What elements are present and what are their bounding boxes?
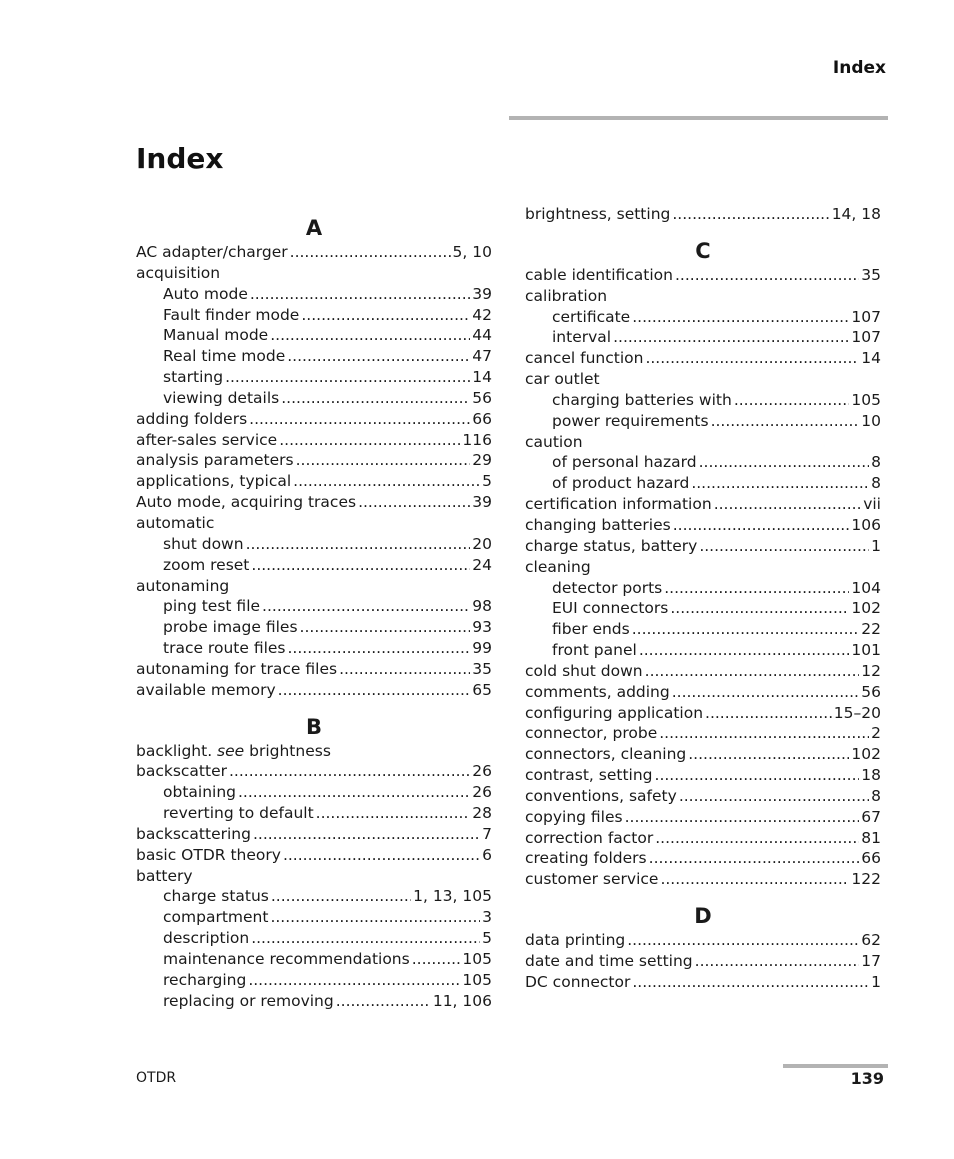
see-reference-target: brightness <box>244 741 331 760</box>
index-subentry <box>136 949 492 970</box>
dot-leader <box>412 949 461 970</box>
index-entry <box>136 450 492 471</box>
dot-leader <box>290 242 451 263</box>
index-term: charge status, battery <box>525 536 698 555</box>
index-entry <box>136 576 492 597</box>
dot-leader <box>246 534 471 555</box>
dot-leader <box>229 761 470 782</box>
index-term: Auto mode, acquiring traces <box>136 493 357 512</box>
index-term: cable identification <box>525 265 673 284</box>
index-subentry <box>136 346 492 367</box>
index-term: Manual mode <box>163 326 269 345</box>
dot-leader <box>659 723 869 744</box>
index-page-refs: 29 <box>472 451 492 470</box>
index-term: detector ports <box>552 578 663 597</box>
index-term: of personal hazard <box>552 453 697 472</box>
dot-leader <box>283 845 480 866</box>
dot-leader <box>270 907 480 928</box>
index-page-refs: 35 <box>861 265 881 284</box>
index-subentry <box>136 388 492 409</box>
index-entry <box>136 741 492 762</box>
index-page-refs: 5, 10 <box>452 243 492 261</box>
dot-leader <box>627 930 859 951</box>
index-page-refs: 104 <box>851 578 881 597</box>
index-term: comments, adding <box>525 682 670 701</box>
index-page-refs: 81 <box>861 828 881 847</box>
index-term: of product hazard <box>552 474 690 493</box>
index-term: Auto mode <box>163 284 248 303</box>
index-entry <box>525 515 881 536</box>
section-gap <box>525 225 881 238</box>
index-term: autonaming for trace files <box>136 659 338 678</box>
index-term: cleaning <box>525 557 591 576</box>
index-term: correction factor <box>525 828 654 847</box>
dot-leader <box>287 346 470 367</box>
index-term: configuring application <box>525 703 704 722</box>
index-page-refs: 22 <box>861 620 881 639</box>
index-subentry <box>136 534 492 555</box>
index-term: Fault finder mode <box>163 305 300 324</box>
index-subentry <box>525 640 881 661</box>
index-page-refs: 47 <box>472 347 492 366</box>
index-letter-heading: C <box>695 238 711 263</box>
dot-leader <box>625 807 860 828</box>
index-term: trace route files <box>163 639 286 658</box>
index-subentry <box>136 367 492 388</box>
dot-leader <box>655 765 860 786</box>
index-entry <box>136 513 492 534</box>
index-entry <box>525 703 881 724</box>
index-entry <box>136 263 492 284</box>
index-term: conventions, safety <box>525 786 677 805</box>
index-page-refs: 107 <box>851 307 881 326</box>
index-term: battery <box>136 866 193 885</box>
index-entry <box>525 972 881 993</box>
index-term: fiber ends <box>552 620 630 639</box>
dot-leader <box>699 452 870 473</box>
index-entry <box>525 286 881 307</box>
index-page-refs: 8 <box>871 474 881 493</box>
index-page-refs: 122 <box>851 870 881 889</box>
index-subentry <box>525 578 881 599</box>
index-subentry <box>525 327 881 348</box>
index-page-refs: 66 <box>472 409 492 428</box>
index-term: replacing or removing <box>163 991 334 1010</box>
index-page-refs: 8 <box>871 786 881 805</box>
index-page-refs: 1 <box>871 972 881 991</box>
index-entry <box>525 930 881 951</box>
index-entry <box>525 807 881 828</box>
index-page-refs: 2 <box>871 724 881 743</box>
index-term: starting <box>163 368 224 387</box>
index-page-refs: 1 <box>871 536 881 555</box>
index-subentry <box>136 596 492 617</box>
index-subentry <box>525 598 881 619</box>
index-term: acquisition <box>136 263 221 282</box>
dot-leader <box>632 307 849 328</box>
dot-leader <box>705 703 832 724</box>
see-reference-label: see <box>217 741 245 760</box>
page-title: Index <box>136 142 224 175</box>
index-term: DC connector <box>525 972 631 991</box>
index-subentry <box>525 452 881 473</box>
index-term: data printing <box>525 931 626 950</box>
index-term <box>136 741 331 762</box>
index-term: calibration <box>525 286 608 305</box>
index-entry <box>525 369 881 390</box>
index-page-refs: vii <box>863 495 881 514</box>
dot-leader <box>655 828 859 849</box>
index-term: recharging <box>163 970 247 989</box>
section-gap <box>525 890 881 903</box>
index-subentry <box>136 638 492 659</box>
index-page-refs: 35 <box>472 659 492 678</box>
dot-leader <box>278 680 471 701</box>
dot-leader <box>250 284 470 305</box>
index-page-refs: 102 <box>851 745 881 764</box>
index-term: AC adapter/charger <box>136 243 288 261</box>
index-letter-heading: B <box>305 714 322 739</box>
index-page-refs: 67 <box>861 807 881 826</box>
dot-leader <box>316 803 471 824</box>
index-page-refs: 99 <box>472 639 492 658</box>
index-page-refs: 56 <box>472 388 492 407</box>
dot-leader <box>734 390 850 411</box>
index-page-refs: 14, 18 <box>831 205 881 223</box>
index-entry <box>525 348 881 369</box>
index-entry <box>525 432 881 453</box>
index-term: backscatter <box>136 762 227 781</box>
index-page-refs: 14 <box>861 349 881 368</box>
dot-leader <box>691 473 869 494</box>
dot-leader <box>673 515 850 536</box>
index-term: adding folders <box>136 409 248 428</box>
index-subentry <box>136 970 492 991</box>
dot-leader <box>262 596 470 617</box>
index-page-refs: 26 <box>472 783 492 802</box>
index-entry <box>136 866 492 887</box>
dot-leader <box>664 578 849 599</box>
index-term: creating folders <box>525 849 647 868</box>
index-page-refs: 105 <box>462 950 492 968</box>
index-page-refs: 101 <box>851 641 881 660</box>
index-page-refs: 5 <box>482 472 492 491</box>
index-page-refs: 8 <box>871 453 881 472</box>
index-term: automatic <box>136 513 215 532</box>
dot-leader <box>339 659 470 680</box>
index-entry <box>525 765 881 786</box>
index-entry <box>525 204 881 225</box>
dot-leader <box>660 869 849 890</box>
index-subentry <box>136 284 492 305</box>
index-term: front panel <box>552 641 637 660</box>
index-entry <box>525 828 881 849</box>
index-term: charge status <box>163 887 269 906</box>
dot-leader <box>613 327 849 348</box>
dot-leader <box>714 494 862 515</box>
dot-leader <box>711 411 860 432</box>
index-term: connector, probe <box>525 724 658 743</box>
index-subentry <box>136 886 492 907</box>
index-term: shut down <box>163 534 244 553</box>
index-term: available memory <box>136 680 276 699</box>
index-subentry <box>525 619 881 640</box>
index-subentry <box>136 803 492 824</box>
dot-leader <box>672 682 860 703</box>
index-term: cancel function <box>525 349 644 368</box>
index-term: obtaining <box>163 783 236 802</box>
index-letter-heading: D <box>694 904 712 929</box>
index-subentry <box>136 907 492 928</box>
index-page-refs: 1, 13, 105 <box>413 887 492 906</box>
index-term: date and time setting <box>525 952 693 970</box>
dot-leader <box>301 305 470 326</box>
index-entry <box>136 761 492 782</box>
index-term: ping test file <box>163 597 261 616</box>
dot-leader <box>251 928 480 949</box>
index-page-refs: 42 <box>472 305 492 324</box>
index-term-text: backlight. <box>136 741 218 760</box>
index-column-right <box>525 204 881 993</box>
page-number: 139 <box>850 1069 884 1088</box>
index-term: description <box>163 929 250 948</box>
index-page-refs: 56 <box>861 682 881 701</box>
dot-leader <box>238 782 470 803</box>
index-term: reverting to default <box>163 804 314 823</box>
dot-leader <box>672 204 829 225</box>
dot-leader <box>336 991 431 1012</box>
index-entry <box>525 682 881 703</box>
index-page-refs: 10 <box>861 411 881 430</box>
index-subentry <box>136 305 492 326</box>
index-term: maintenance recommendations <box>163 950 410 968</box>
index-page-refs: 116 <box>462 430 492 449</box>
index-entry <box>525 786 881 807</box>
index-subentry <box>136 782 492 803</box>
dot-leader <box>699 536 869 557</box>
index-term: basic OTDR theory <box>136 845 281 864</box>
index-term: certification information <box>525 495 712 514</box>
index-term: applications, typical <box>136 472 292 491</box>
index-term: charging batteries with <box>552 390 732 409</box>
index-entry <box>136 492 492 513</box>
index-page-refs: 20 <box>472 534 492 553</box>
index-term: power requirements <box>552 411 709 430</box>
index-entry <box>525 536 881 557</box>
index-page-refs: 102 <box>851 599 881 618</box>
dot-leader <box>251 555 470 576</box>
index-entry <box>525 848 881 869</box>
footer-rule <box>783 1064 888 1068</box>
index-page-refs: 17 <box>861 952 881 970</box>
index-term: Real time mode <box>163 347 286 366</box>
index-subentry <box>525 307 881 328</box>
index-term: certificate <box>552 307 631 326</box>
index-subentry <box>136 555 492 576</box>
index-term: autonaming <box>136 576 230 595</box>
index-letter-heading: A <box>305 216 323 240</box>
running-header: Index <box>832 58 886 78</box>
index-term: compartment <box>163 908 269 927</box>
dot-leader <box>649 848 860 869</box>
index-term: zoom reset <box>163 555 250 574</box>
index-term: customer service <box>525 870 659 889</box>
index-term: copying files <box>525 807 623 826</box>
index-page-refs: 105 <box>462 970 492 989</box>
dot-leader <box>288 638 471 659</box>
index-entry <box>525 723 881 744</box>
index-page-refs: 5 <box>482 929 492 948</box>
index-subentry <box>525 411 881 432</box>
index-page-refs: 65 <box>472 680 492 699</box>
index-page-refs: 105 <box>851 390 881 409</box>
index-entry <box>136 845 492 866</box>
index-term: interval <box>552 328 612 347</box>
dot-leader <box>300 617 471 638</box>
index-entry <box>525 869 881 890</box>
index-entry <box>136 409 492 430</box>
dot-leader <box>271 886 411 907</box>
index-term: changing batteries <box>525 515 671 534</box>
index-subentry <box>136 617 492 638</box>
index-page-refs: 28 <box>472 804 492 823</box>
index-page-refs: 39 <box>472 493 492 512</box>
index-page-refs: 7 <box>482 824 492 843</box>
index-page-refs: 62 <box>861 931 881 950</box>
index-term: brightness, setting <box>525 205 671 223</box>
index-subentry <box>136 928 492 949</box>
index-page-refs: 6 <box>482 845 492 864</box>
index-entry <box>136 659 492 680</box>
index-page-refs: 39 <box>472 284 492 303</box>
index-page-refs: 24 <box>472 555 492 574</box>
index-entry <box>525 744 881 765</box>
index-entry <box>525 494 881 515</box>
dot-leader <box>225 367 470 388</box>
dot-leader <box>632 972 869 993</box>
dot-leader <box>296 450 471 471</box>
dot-leader <box>639 640 850 661</box>
dot-leader <box>688 744 849 765</box>
header-rule <box>509 116 888 120</box>
index-term: contrast, setting <box>525 766 653 785</box>
index-page-refs: 106 <box>851 515 881 534</box>
index-term: caution <box>525 432 583 451</box>
index-page-refs: 44 <box>472 326 492 345</box>
index-term: viewing details <box>163 388 280 407</box>
dot-leader <box>358 492 470 513</box>
index-term: analysis parameters <box>136 451 294 470</box>
section-gap <box>136 701 492 714</box>
index-entry <box>136 430 492 451</box>
index-page-refs: 18 <box>861 766 881 785</box>
index-term: after-sales service <box>136 430 278 449</box>
dot-leader <box>281 388 470 409</box>
index-entry <box>136 242 492 263</box>
index-page-refs: 93 <box>472 618 492 637</box>
dot-leader <box>675 265 859 286</box>
index-page-refs: 12 <box>861 661 881 680</box>
index-page-refs: 14 <box>472 368 492 387</box>
dot-leader <box>645 661 860 682</box>
index-subentry <box>136 325 492 346</box>
footer-product: OTDR <box>136 1070 177 1086</box>
index-page-refs: 26 <box>472 762 492 781</box>
dot-leader <box>279 430 460 451</box>
index-term: cold shut down <box>525 661 643 680</box>
dot-leader <box>695 951 860 972</box>
dot-leader <box>253 824 480 845</box>
index-entry <box>136 680 492 701</box>
index-page-refs: 3 <box>482 908 492 927</box>
index-term: EUI connectors <box>552 599 669 618</box>
dot-leader <box>679 786 869 807</box>
index-page-refs: 15–20 <box>833 703 881 722</box>
index-page-refs: 107 <box>851 328 881 347</box>
index-term: probe image files <box>163 618 298 637</box>
dot-leader <box>293 471 480 492</box>
dot-leader <box>670 598 849 619</box>
index-page-refs: 66 <box>861 849 881 868</box>
dot-leader <box>270 325 470 346</box>
index-entry <box>136 824 492 845</box>
index-page-refs: 98 <box>472 597 492 616</box>
dot-leader <box>632 619 860 640</box>
index-subentry <box>525 473 881 494</box>
dot-leader <box>249 409 470 430</box>
index-term: car outlet <box>525 370 600 389</box>
index-column-left <box>136 215 492 1012</box>
index-entry <box>525 661 881 682</box>
dot-leader <box>248 970 460 991</box>
index-page-refs: 11, 106 <box>432 991 492 1010</box>
index-entry <box>525 265 881 286</box>
index-entry <box>525 951 881 972</box>
index-subentry <box>525 390 881 411</box>
index-entry <box>525 557 881 578</box>
index-term: connectors, cleaning <box>525 745 687 764</box>
index-entry <box>136 471 492 492</box>
index-term: backscattering <box>136 824 251 843</box>
index-subentry <box>136 991 492 1012</box>
dot-leader <box>645 348 859 369</box>
